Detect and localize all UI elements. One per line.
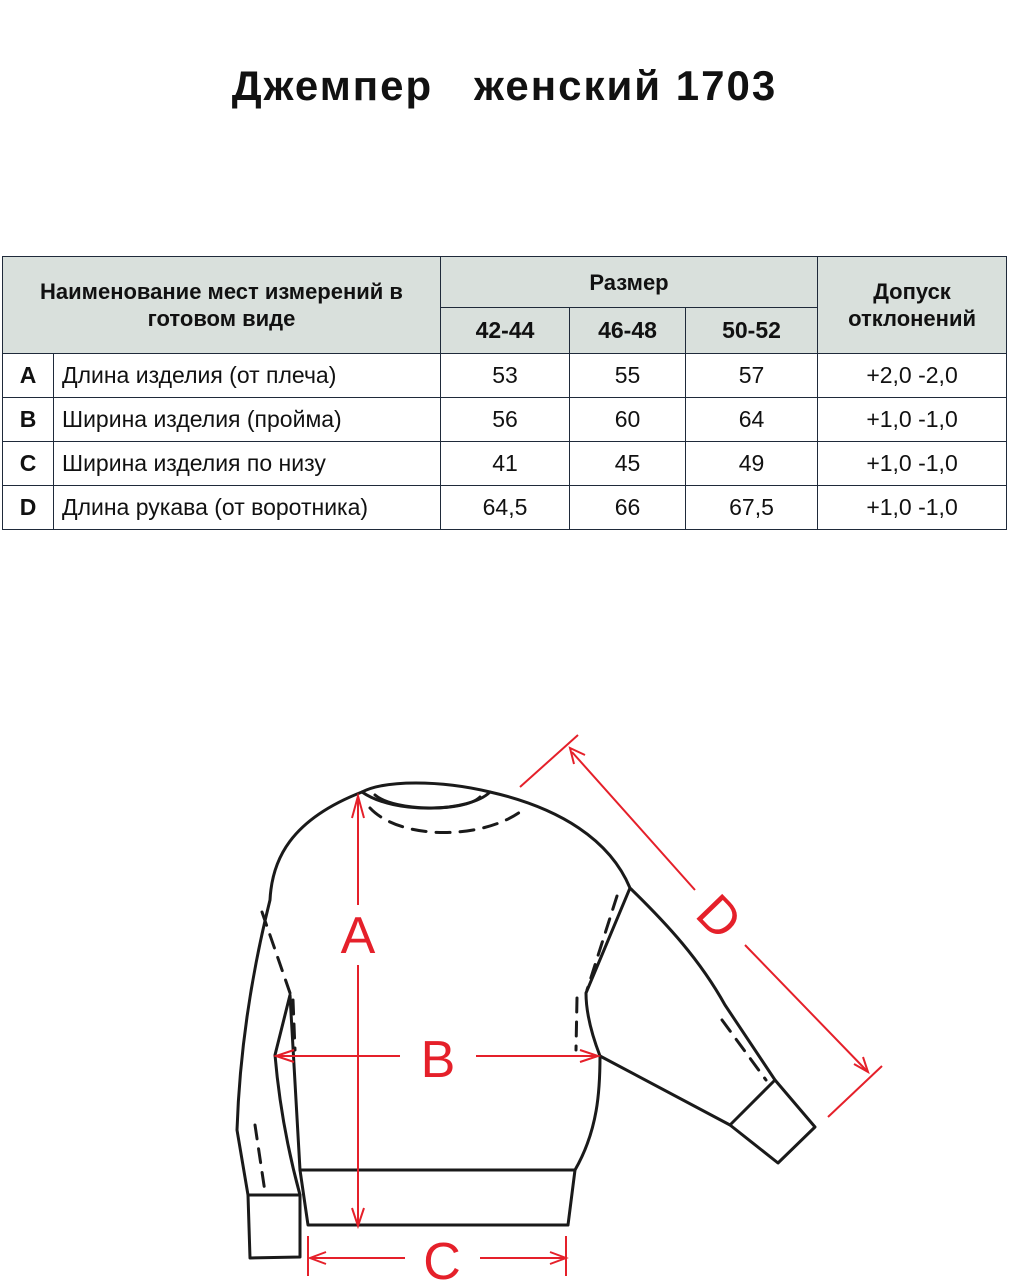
row-value: 41 (441, 442, 570, 486)
right-cuff-line (730, 1080, 775, 1125)
sweater-body-left-outline (237, 792, 600, 1258)
header-size-1: 42-44 (441, 308, 570, 354)
table-row (3, 398, 1007, 442)
stitch-lines (255, 808, 766, 1192)
sweater-diagram (0, 720, 1009, 1280)
row-name: Ширина изделия по низу (54, 442, 441, 486)
right-side-stitch (576, 998, 577, 1050)
row-value: 60 (570, 398, 686, 442)
right-cuff-stitch (722, 1020, 766, 1080)
row-value: 49 (686, 442, 818, 486)
row-letter: B (3, 398, 54, 442)
size-table (2, 256, 1007, 530)
row-value: 53 (441, 354, 570, 398)
row-tolerance: +1,0 -1,0 (818, 486, 1007, 530)
row-letter: A (3, 354, 54, 398)
sweater-outline (237, 783, 815, 1258)
table-row (3, 486, 1007, 530)
row-value: 67,5 (686, 486, 818, 530)
header-tolerance: Допуск отклонений (818, 257, 1007, 354)
right-armhole-stitch (587, 896, 617, 990)
table-row (3, 354, 1007, 398)
dimension-b-label: B (420, 1031, 456, 1089)
dimension-d-tick-top (520, 735, 578, 787)
header-size-2: 46-48 (570, 308, 686, 354)
header-size-3: 50-52 (686, 308, 818, 354)
row-tolerance: +2,0 -2,0 (818, 354, 1007, 398)
sweater-body-right-outline (490, 792, 815, 1163)
dimension-d-arrow-top (570, 748, 585, 764)
dimension-d-label: D (684, 883, 753, 951)
header-size: Размер (441, 257, 818, 308)
row-name: Длина изделия (от плеча) (54, 354, 441, 398)
dimension-c-label: C (423, 1233, 461, 1280)
row-letter: C (3, 442, 54, 486)
dimension-d-tick-bottom (828, 1066, 882, 1117)
left-armhole-stitch (262, 912, 290, 993)
header-measurement-name: Наименование мест измерений в готовом виде (3, 257, 441, 354)
neck-inner (375, 795, 480, 808)
table-row (3, 442, 1007, 486)
left-cuff-stitch (255, 1125, 265, 1192)
row-value: 55 (570, 354, 686, 398)
page-title: Джемпер женский 1703 (231, 62, 778, 109)
neck-stitch (370, 808, 520, 833)
row-value: 45 (570, 442, 686, 486)
row-name: Ширина изделия (пройма) (54, 398, 441, 442)
dimension-lines (276, 735, 882, 1276)
row-letter: D (3, 486, 54, 530)
row-value: 66 (570, 486, 686, 530)
table-header-row (3, 257, 1007, 308)
row-tolerance: +1,0 -1,0 (818, 442, 1007, 486)
dimension-a-label: A (340, 907, 376, 965)
row-tolerance: +1,0 -1,0 (818, 398, 1007, 442)
row-value: 64,5 (441, 486, 570, 530)
neck-outer (362, 783, 490, 808)
row-value: 56 (441, 398, 570, 442)
row-value: 64 (686, 398, 818, 442)
row-name: Длина рукава (от воротника) (54, 486, 441, 530)
row-value: 57 (686, 354, 818, 398)
